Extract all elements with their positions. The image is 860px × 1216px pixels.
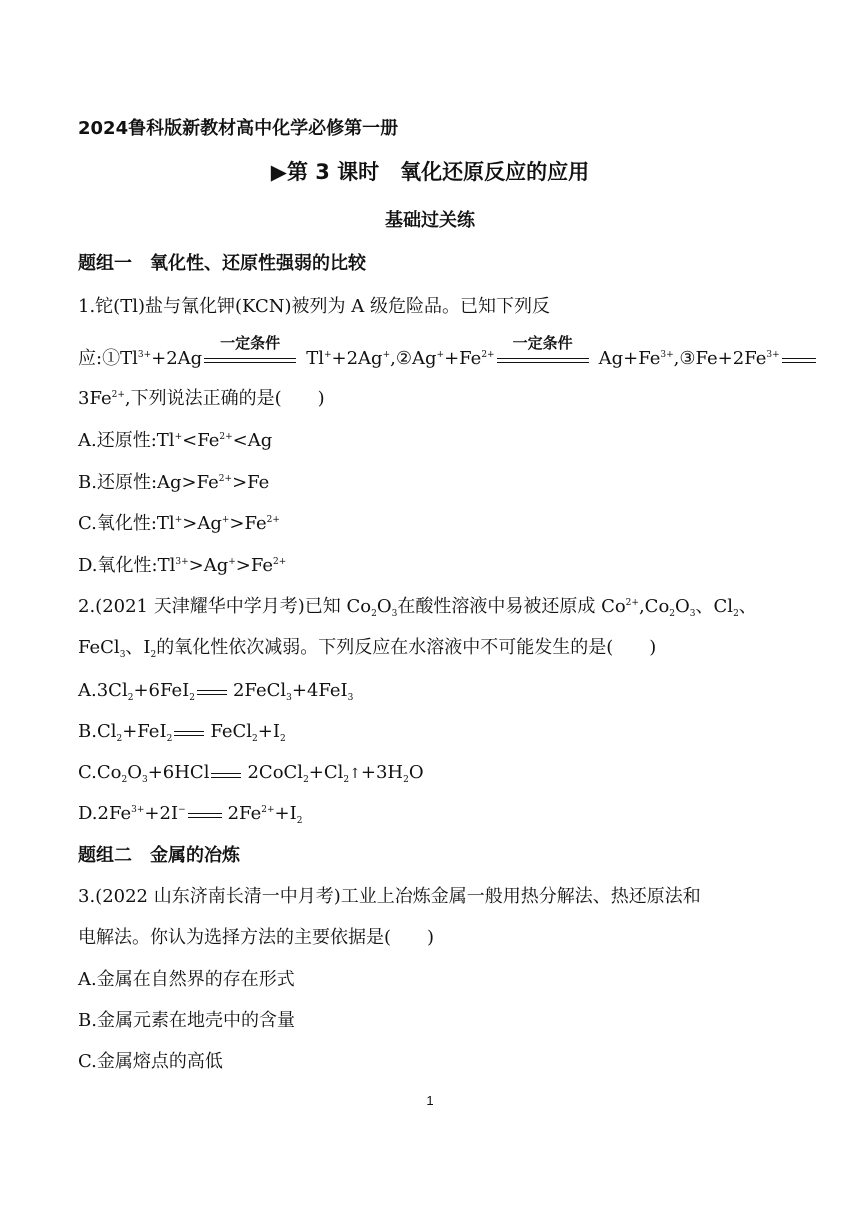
q1-line3: $3Fe^{2+}$,下列说法正确的是( ) (78, 388, 325, 409)
q3-line1: 3.(2022 山东济南长清一中月考)工业上冶炼金属一般用热分解法、热还原法和 (78, 886, 701, 907)
section-title: 基础过关练 (385, 210, 475, 231)
q1-reactions: 应$:①Tl^{3+}+2Ag$ 一定条件 $Tl^++2Ag^+,②Ag^++Fe^{2+}$ 一定条件 $Ag+Fe^{3+},③Fe+2Fe^{3+}$ (78, 348, 822, 370)
group2-title: 题组二 金属的冶炼 (78, 845, 240, 866)
condition-arrow-1: 一定条件 (204, 348, 296, 370)
q2-option-c[interactable]: $C.Co_2O_3+6HCl$ $2CoCl_2+Cl_2↑+3H_2O$ (78, 762, 424, 785)
q3-line2: 电解法。你认为选择方法的主要依据是( ) (78, 927, 435, 948)
q1-option-c[interactable]: C.氧化性$:Tl^+>Ag^+>Fe^{2+}$ (78, 513, 280, 534)
q3-option-a[interactable]: A.金属在自然界的存在形式 (78, 969, 295, 990)
q2-option-a[interactable]: $A.3Cl_2+6FeI_2$ 2FeCl$_3$+4FeI$_3$ (78, 680, 354, 703)
q2-option-d[interactable]: $D.2Fe^{3+}+2I^-$ $2Fe^{2+}+I_2$ (78, 803, 303, 826)
q1-intro: 1.铊(Tl)盐与氰化钾(KCN)被列为 A 级危险品。已知下列反 (78, 296, 550, 317)
group1-title: 题组一 氧化性、还原性强弱的比较 (78, 253, 366, 274)
q2-option-b[interactable]: $B.Cl_2+FeI_2$ $FeCl_2+I_2$ (78, 721, 286, 744)
q1-option-d[interactable]: D.氧化性$:Tl^{3+}>Ag^+>Fe^{2+}$ (78, 555, 287, 576)
reaction-2: $②Ag^++Fe^{2+}$ 一定条件 $Ag+Fe^{3+}$ (395, 334, 674, 369)
q1-option-b[interactable]: B.还原性$:Ag>Fe^{2+}>Fe$ (78, 472, 270, 493)
q2-line2: FeCl$_3$、$I_2$的氧化性依次减弱。下列反应在水溶液中不可能发生的是( ) (78, 637, 657, 660)
document-header: 2024鲁科版新教材高中化学必修第一册 (78, 118, 399, 139)
lesson-title: ▶第 3 课时 氧化还原反应的应用 (270, 160, 590, 184)
q1-tail: ,下列说法正确的是( ) (124, 388, 325, 409)
q1-option-a[interactable]: A.还原性$:Tl^+<Fe^{2+}<Ag$ (78, 430, 273, 451)
q1-reaction-prefix: 应: (78, 348, 103, 369)
q3-option-c[interactable]: C.金属熔点的高低 (78, 1051, 223, 1072)
q3-option-b[interactable]: B.金属元素在地壳中的含量 (78, 1010, 295, 1031)
gas-arrow-icon: ↑ (349, 766, 361, 782)
reaction-1: $①Tl^{3+}+2Ag$ 一定条件 Tl++2Ag+ (102, 334, 391, 369)
page-number: 1 (426, 1093, 434, 1108)
condition-arrow-2: 一定条件 (497, 348, 589, 370)
q2-line1: 2.(2021 天津耀华中学月考)已知 $Co_2O_3$在酸性溶液中易被还原成 $Co^{2+},Co_2O_3$、$Cl_2$、 (78, 596, 757, 619)
reaction-3: $③Fe+2Fe^{3+}$ (679, 348, 821, 369)
